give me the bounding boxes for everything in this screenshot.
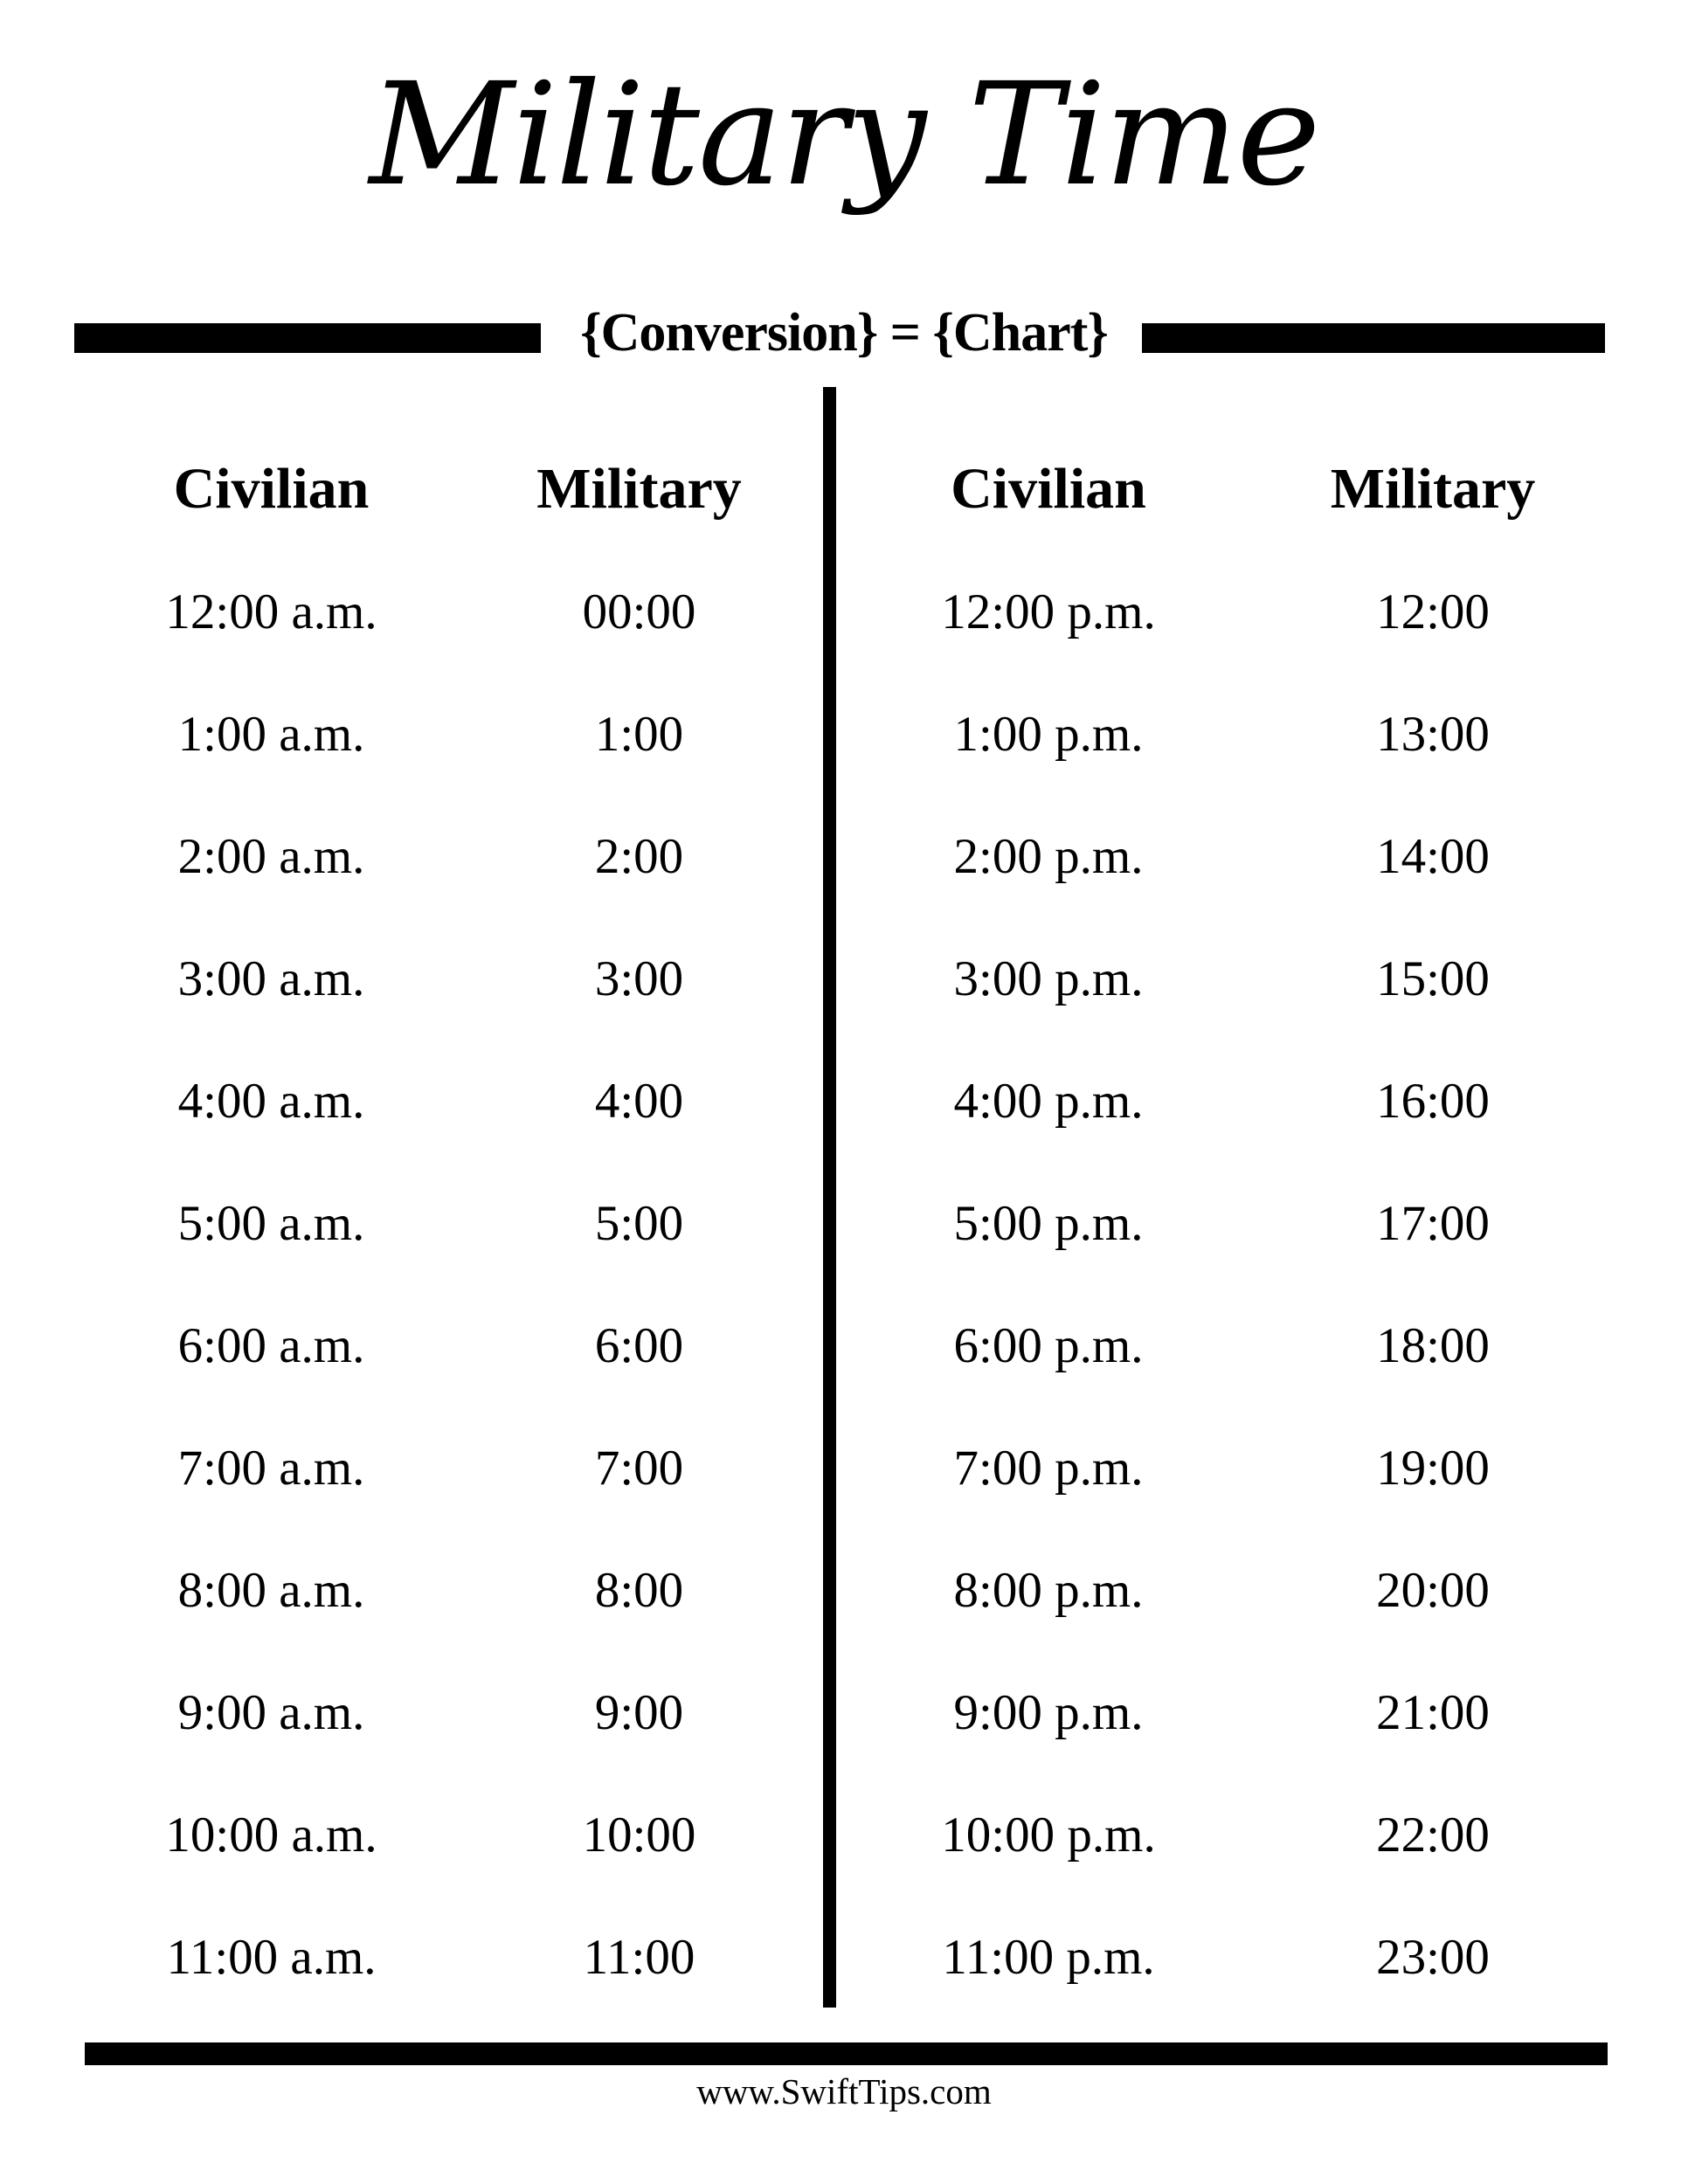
page-title: Military Time bbox=[369, 53, 1319, 218]
military-time: 10:00 bbox=[582, 1807, 696, 1863]
military-time: 8:00 bbox=[594, 1562, 684, 1618]
military-time: 16:00 bbox=[1376, 1073, 1490, 1129]
civilian-time: 7:00 a.m. bbox=[177, 1440, 365, 1496]
military-time: 00:00 bbox=[582, 584, 696, 639]
military-time: 7:00 bbox=[594, 1440, 684, 1496]
pm-civilian-header: Civilian bbox=[951, 457, 1146, 521]
military-time: 18:00 bbox=[1376, 1317, 1490, 1373]
civilian-time: 3:00 a.m. bbox=[177, 950, 365, 1006]
pm-military-header: Military bbox=[1330, 457, 1536, 521]
civilian-time: 12:00 p.m. bbox=[941, 584, 1156, 639]
civilian-time: 5:00 p.m. bbox=[953, 1195, 1144, 1251]
civilian-time: 1:00 a.m. bbox=[177, 706, 365, 762]
center-divider bbox=[823, 387, 836, 2008]
pm-table bbox=[856, 428, 1625, 2018]
civilian-time: 5:00 a.m. bbox=[177, 1195, 365, 1251]
military-time: 3:00 bbox=[594, 950, 684, 1006]
am-table bbox=[87, 428, 823, 2018]
civilian-time: 6:00 a.m. bbox=[177, 1317, 365, 1373]
footer-url: www.SwiftTips.com bbox=[696, 2071, 992, 2111]
civilian-time: 11:00 a.m. bbox=[166, 1929, 377, 1985]
civilian-time: 8:00 p.m. bbox=[953, 1562, 1144, 1618]
civilian-time: 2:00 p.m. bbox=[953, 828, 1144, 884]
military-time: 19:00 bbox=[1376, 1440, 1490, 1496]
civilian-time: 1:00 p.m. bbox=[953, 706, 1144, 762]
military-time: 20:00 bbox=[1376, 1562, 1490, 1618]
military-time: 22:00 bbox=[1376, 1807, 1490, 1863]
page-subtitle: {Conversion} = {Chart} bbox=[580, 303, 1108, 363]
military-time: 21:00 bbox=[1376, 1684, 1490, 1740]
civilian-time: 8:00 a.m. bbox=[177, 1562, 365, 1618]
military-time: 5:00 bbox=[594, 1195, 684, 1251]
civilian-time: 10:00 p.m. bbox=[941, 1807, 1156, 1863]
civilian-time: 6:00 p.m. bbox=[953, 1317, 1144, 1373]
civilian-time: 2:00 a.m. bbox=[177, 828, 365, 884]
am-military-header: Military bbox=[536, 457, 742, 521]
military-time: 1:00 bbox=[594, 706, 684, 762]
military-time: 4:00 bbox=[594, 1073, 684, 1129]
civilian-time: 12:00 a.m. bbox=[165, 584, 377, 639]
military-time: 11:00 bbox=[583, 1929, 695, 1985]
military-time: 13:00 bbox=[1376, 706, 1490, 762]
civilian-time: 9:00 a.m. bbox=[177, 1684, 365, 1740]
military-time: 9:00 bbox=[594, 1684, 684, 1740]
civilian-time: 4:00 a.m. bbox=[177, 1073, 365, 1129]
footer-bar bbox=[85, 2042, 1608, 2065]
military-time: 15:00 bbox=[1376, 950, 1490, 1006]
military-time: 17:00 bbox=[1376, 1195, 1490, 1251]
civilian-time: 11:00 p.m. bbox=[942, 1929, 1155, 1985]
civilian-time: 9:00 p.m. bbox=[953, 1684, 1144, 1740]
civilian-time: 7:00 p.m. bbox=[953, 1440, 1144, 1496]
military-time: 14:00 bbox=[1376, 828, 1490, 884]
military-time: 2:00 bbox=[594, 828, 684, 884]
civilian-time: 3:00 p.m. bbox=[953, 950, 1144, 1006]
military-time: 6:00 bbox=[594, 1317, 684, 1373]
am-civilian-header: Civilian bbox=[173, 457, 370, 521]
subtitle-right-bar bbox=[1142, 323, 1605, 353]
civilian-time: 4:00 p.m. bbox=[953, 1073, 1144, 1129]
military-time: 23:00 bbox=[1376, 1929, 1490, 1985]
civilian-time: 10:00 a.m. bbox=[165, 1807, 377, 1863]
military-time: 12:00 bbox=[1376, 584, 1490, 639]
